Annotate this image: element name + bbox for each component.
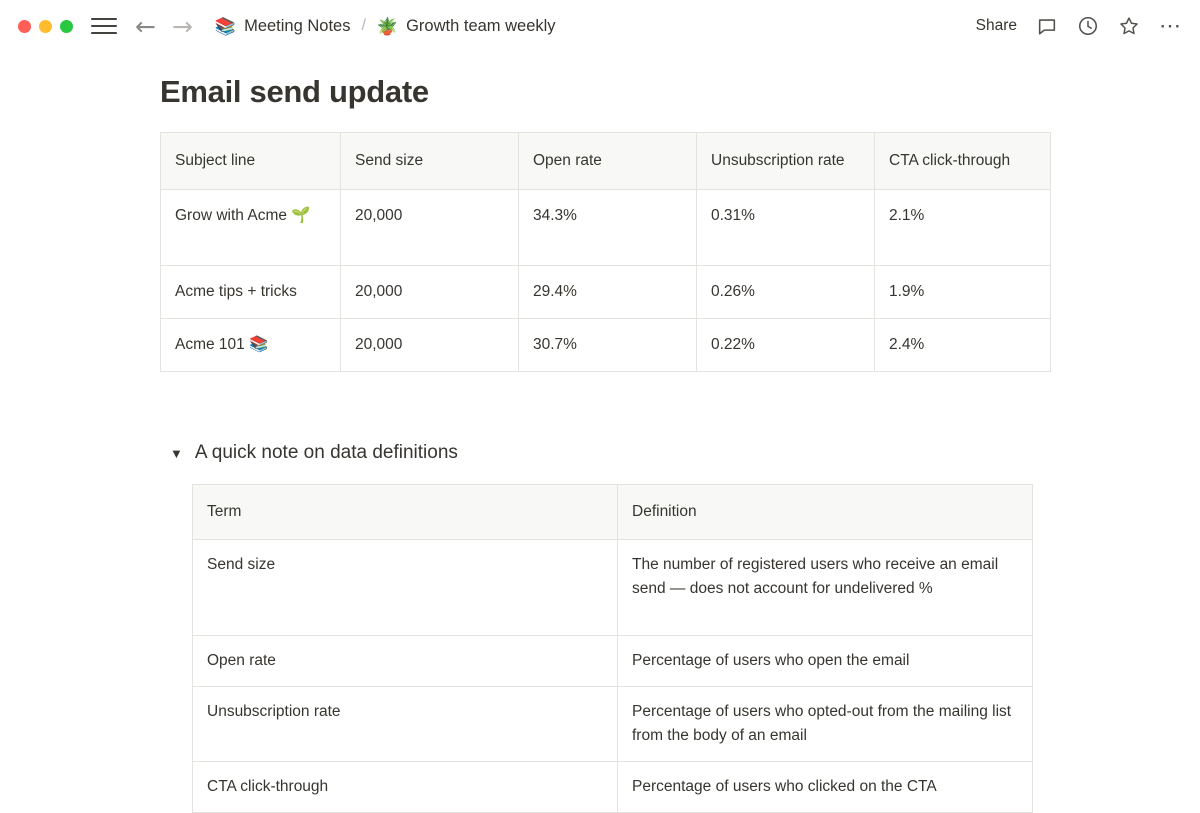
titlebar-actions xyxy=(976,15,1182,37)
page-content xyxy=(0,74,1200,813)
cell-send-size[interactable]: 20,000 xyxy=(341,190,519,266)
column-header-unsubscription-rate: Unsubscription rate xyxy=(697,133,875,190)
close-window-button[interactable] xyxy=(18,20,31,33)
cell-definition[interactable]: The number of registered users who receive an email send — does not account for undelivered % xyxy=(618,540,1033,636)
cell-definition[interactable]: Percentage of users who clicked on the CTA xyxy=(618,762,1033,813)
cell-term[interactable]: Send size xyxy=(193,540,618,636)
breadcrumb-separator: / xyxy=(361,17,366,34)
cell-unsubscription-rate[interactable]: 0.31% xyxy=(697,190,875,266)
potted-plant-icon: 🪴 xyxy=(376,16,399,36)
titlebar xyxy=(0,0,1200,52)
cell-cta-click-through[interactable]: 1.9% xyxy=(875,266,1051,319)
window-controls xyxy=(18,20,73,33)
comment-icon[interactable] xyxy=(1036,15,1058,37)
cell-term[interactable]: Unsubscription rate xyxy=(193,687,618,762)
data-definitions-table xyxy=(192,484,1033,813)
arrow-right-icon[interactable]: → xyxy=(171,11,193,41)
toggle-title: A quick note on data definitions xyxy=(194,442,458,464)
column-header-subject-line: Subject line xyxy=(161,133,341,190)
cell-cta-click-through[interactable]: 2.1% xyxy=(875,190,1051,266)
minimize-window-button[interactable] xyxy=(39,20,52,33)
table-header-row xyxy=(161,133,1051,190)
cell-send-size[interactable]: 20,000 xyxy=(341,266,519,319)
toggle-block[interactable] xyxy=(170,442,1040,464)
column-header-cta-click-through: CTA click-through xyxy=(875,133,1051,190)
books-icon: 📚 xyxy=(214,16,237,36)
cell-definition[interactable]: Percentage of users who opted-out from the mailing list from the body of an email xyxy=(618,687,1033,762)
share-button[interactable]: Share xyxy=(975,17,1017,34)
email-send-table xyxy=(160,132,1051,372)
breadcrumb-label: Meeting Notes xyxy=(244,16,351,35)
more-options-icon[interactable]: ⋯ xyxy=(1159,13,1182,38)
column-header-open-rate: Open rate xyxy=(519,133,697,190)
table-header-row xyxy=(193,485,1033,540)
cell-term[interactable]: CTA click-through xyxy=(193,762,618,813)
hamburger-icon[interactable] xyxy=(91,13,117,39)
table-row xyxy=(161,319,1051,372)
page-title: Email send update xyxy=(160,74,429,109)
breadcrumb-label: Growth team weekly xyxy=(406,16,556,35)
table-row xyxy=(193,762,1033,813)
cell-open-rate[interactable]: 30.7% xyxy=(519,319,697,372)
breadcrumb-item-meeting-notes[interactable] xyxy=(215,17,351,36)
arrow-left-icon[interactable]: ← xyxy=(135,11,156,41)
cell-term[interactable]: Open rate xyxy=(193,636,618,687)
table-row xyxy=(161,266,1051,319)
cell-subject-line[interactable]: Acme 101 📚 xyxy=(161,319,341,372)
cell-definition[interactable]: Percentage of users who open the email xyxy=(618,636,1033,687)
cell-unsubscription-rate[interactable]: 0.26% xyxy=(697,266,875,319)
table-row xyxy=(161,190,1051,266)
cell-subject-line[interactable]: Acme tips + tricks xyxy=(161,266,341,319)
cell-unsubscription-rate[interactable]: 0.22% xyxy=(697,319,875,372)
table-row xyxy=(193,636,1033,687)
chevron-down-icon[interactable]: ▼ xyxy=(170,445,183,461)
cell-send-size[interactable]: 20,000 xyxy=(341,319,519,372)
clock-icon[interactable] xyxy=(1077,15,1099,37)
cell-subject-line[interactable]: Grow with Acme 🌱 xyxy=(161,190,341,266)
zoom-window-button[interactable] xyxy=(60,20,73,33)
column-header-term: Term xyxy=(193,485,618,540)
column-header-definition: Definition xyxy=(618,485,1033,540)
star-icon[interactable] xyxy=(1118,15,1140,37)
column-header-send-size: Send size xyxy=(341,133,519,190)
table-row xyxy=(193,687,1033,762)
cell-open-rate[interactable]: 34.3% xyxy=(519,190,697,266)
breadcrumb-item-growth-team-weekly[interactable] xyxy=(377,17,556,36)
cell-cta-click-through[interactable]: 2.4% xyxy=(875,319,1051,372)
table-row xyxy=(193,540,1033,636)
definitions-section xyxy=(160,484,1040,813)
cell-open-rate[interactable]: 29.4% xyxy=(519,266,697,319)
